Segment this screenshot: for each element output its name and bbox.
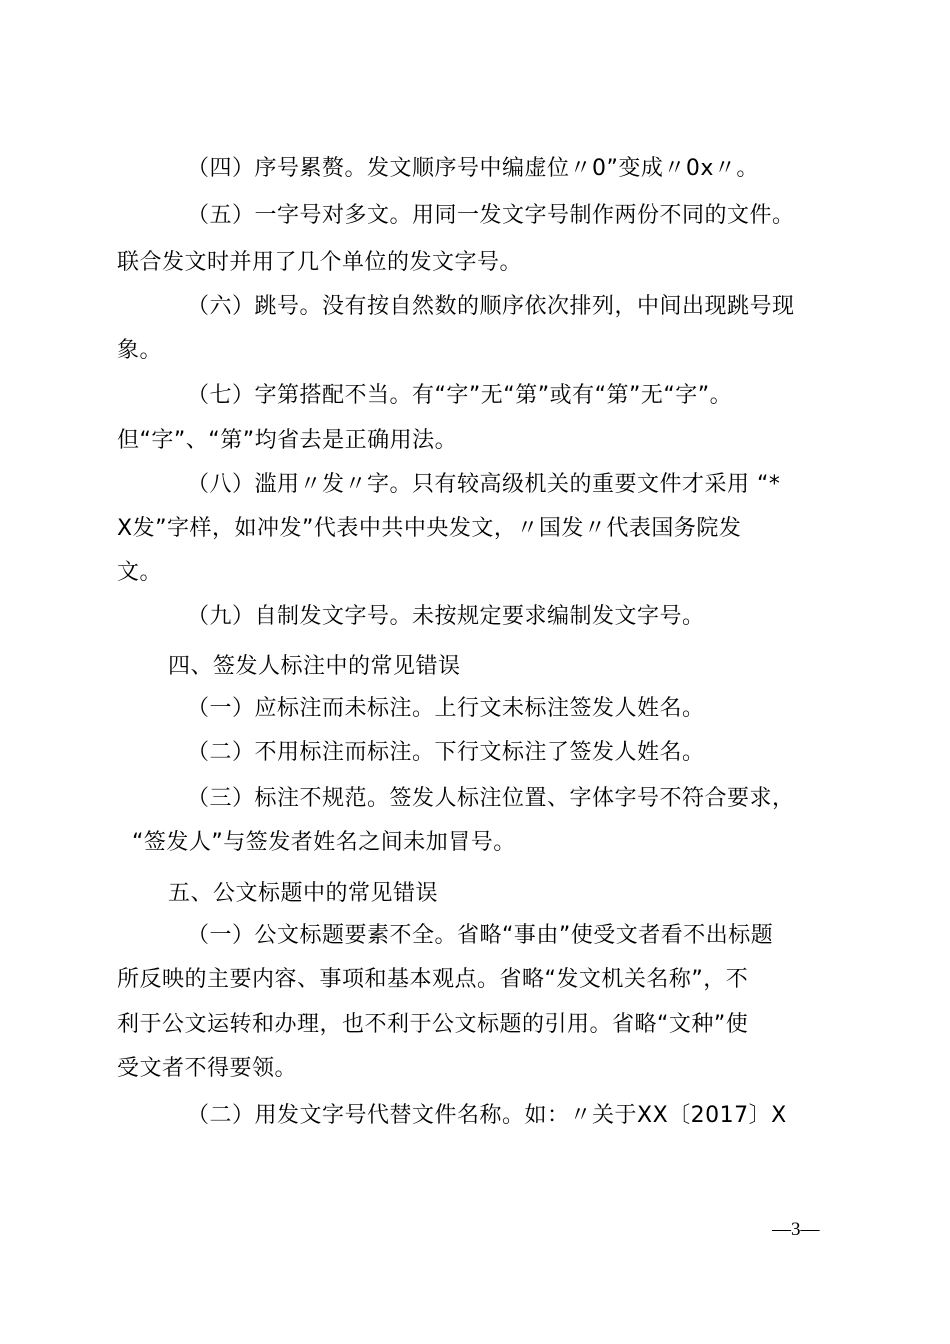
- text-line: （九）自制发文字号。未按规定要求编制发文字号。: [187, 604, 705, 629]
- page-number: —3—: [772, 1219, 820, 1240]
- text-line: （五）一字号对多文。用同一发文字号制作两份不同的文件。: [187, 203, 795, 228]
- section-heading: 五、公文标题中的常见错误: [168, 881, 439, 906]
- text-line: （二）不用标注而标注。下行文标注了签发人姓名。: [187, 740, 705, 765]
- text-line: 象。: [117, 338, 163, 363]
- text-line: 受文者不得要领。: [117, 1056, 298, 1081]
- text-line: “签发人”与签发者姓名之间未加冒号。: [132, 830, 516, 855]
- text-line: （一）应标注而未标注。上行文未标注签发人姓名。: [187, 696, 705, 721]
- text-line: （六）跳号。没有按自然数的顺序依次排列，中间出现跳号现: [187, 294, 795, 319]
- text-line: （七）字第搭配不当。有“字”无“第”或有“第”无“字”。: [187, 383, 733, 408]
- text-line: （三）标注不规范。签发人标注位置、字体字号不符合要求，: [187, 786, 795, 811]
- text-line: 利于公文运转和办理，也不利于公文标题的引用。省略“文种”使: [117, 1012, 749, 1037]
- text-line: （八）滥用〃发〃字。只有较高级机关的重要文件才采用 “*: [187, 472, 781, 497]
- section-heading: 四、签发人标注中的常见错误: [168, 654, 461, 679]
- text-line: （四）序号累赘。发文顺序号中编虚位〃0”变成〃0x〃。: [187, 156, 759, 181]
- text-line: X发”字样，如冲发”代表中共中央发文，〃国发〃代表国务院发: [117, 516, 742, 541]
- text-line: 文。: [117, 560, 163, 585]
- text-line: 联合发文时并用了几个单位的发文字号。: [117, 250, 523, 275]
- text-line: 所反映的主要内容、事项和基本观点。省略“发文机关名称”，不: [117, 967, 749, 992]
- text-line: （二）用发文字号代替文件名称。如：〃关于XX〔2017〕X: [187, 1103, 787, 1128]
- text-line: （一）公文标题要素不全。省略“事由”使受文者看不出标题: [187, 923, 774, 948]
- text-line: 但“字”、“第”均省去是正确用法。: [117, 428, 458, 453]
